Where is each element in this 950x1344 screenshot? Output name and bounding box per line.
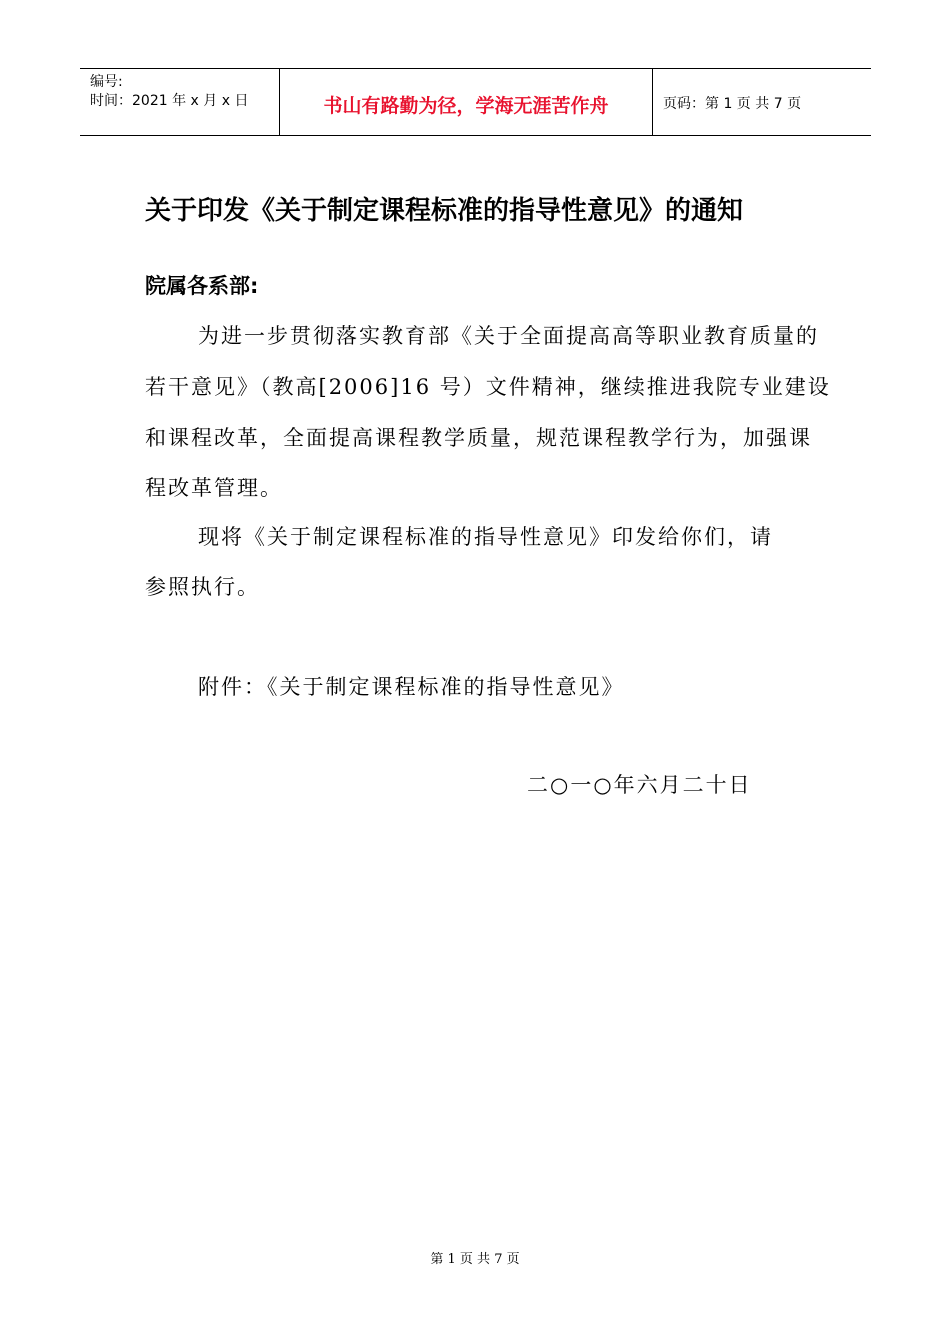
document-header xyxy=(80,68,871,136)
paragraph1-line: 程改革管理。 xyxy=(145,476,283,500)
paragraph2-line: 现将《关于制定课程标准的指导性意见》印发给你们，请 xyxy=(198,525,773,549)
attachment-line: 附件：《关于制定课程标准的指导性意见》 xyxy=(198,675,625,699)
paragraph1-line: 为进一步贯彻落实教育部《关于全面提高高等职业教育质量的 xyxy=(198,324,819,348)
salutation: 院属各系部: xyxy=(145,274,259,298)
time-label: 时间：2021 年 x 月 x 日 xyxy=(90,93,249,109)
header-motto: 书山有路勤为径，学海无涯苦作舟 xyxy=(280,69,653,135)
number-label: 编号: xyxy=(90,74,123,90)
footer-page-number: 第 1 页 共 7 页 xyxy=(430,1252,520,1267)
paragraph2-line: 参照执行。 xyxy=(145,575,260,599)
document-title: 关于印发《关于制定课程标准的指导性意见》的通知 xyxy=(145,196,744,226)
paragraph1-line: 和课程改革，全面提高课程教学质量，规范课程教学行为，加强课 xyxy=(145,426,812,450)
document-date: 二○一○年六月二十日 xyxy=(527,773,752,797)
header-meta xyxy=(80,69,280,135)
paragraph1-line: 若干意见》（教高[2006]16 号）文件精神，继续推进我院专业建设 xyxy=(145,375,831,399)
header-page-info: 页码：第 1 页 共 7 页 xyxy=(663,96,802,112)
